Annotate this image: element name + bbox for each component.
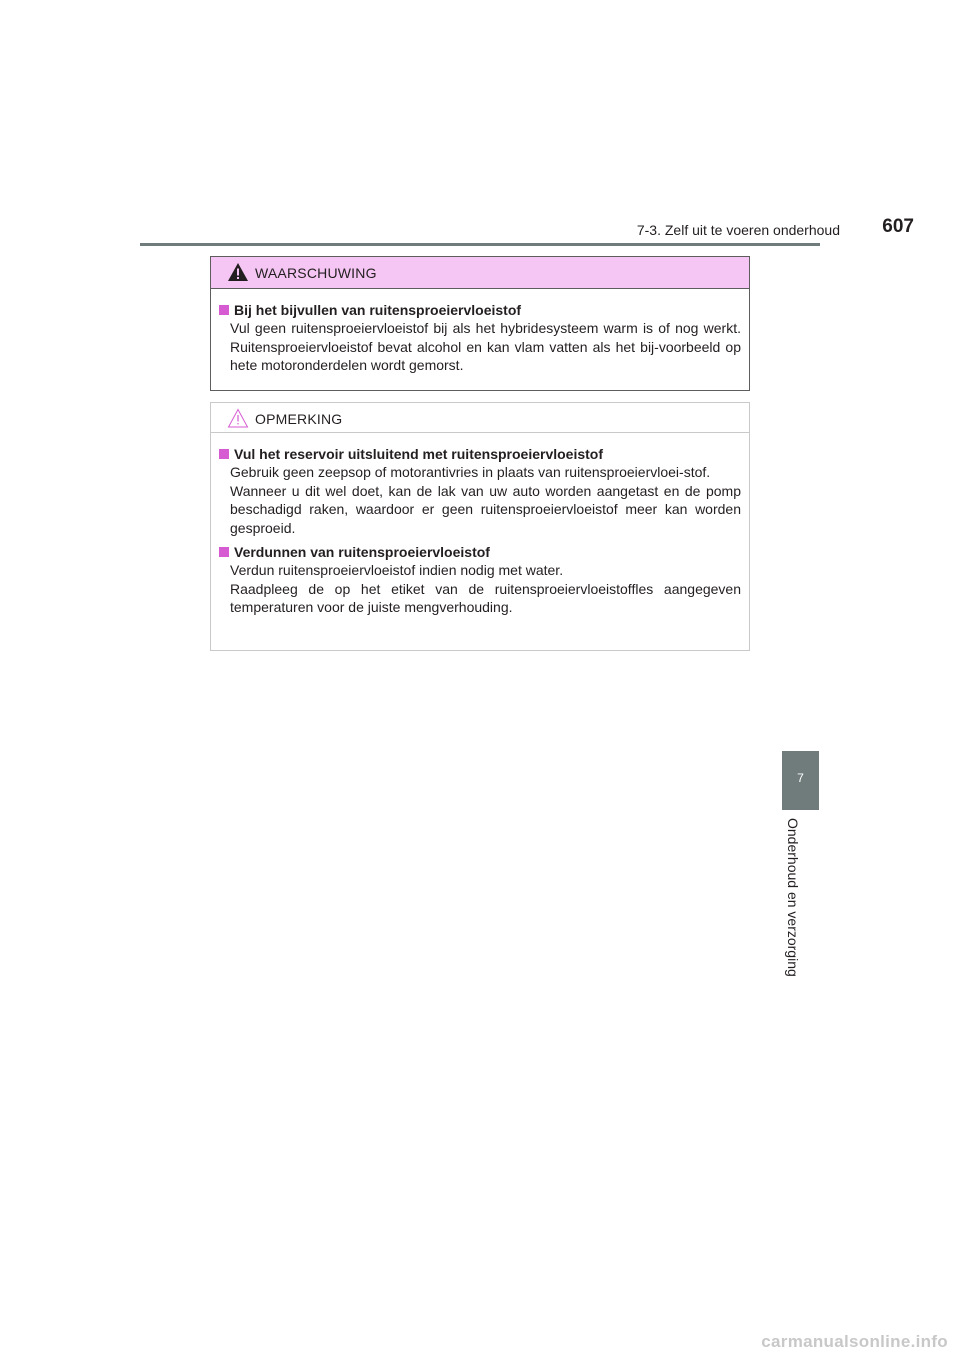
warning-triangle-icon [227, 262, 249, 282]
warning-header [211, 257, 749, 289]
notice-paragraph: Gebruik geen zeepsop of motorantivries in plaats van ruitensproeiervloei-stof. [230, 464, 711, 480]
chapter-tab [782, 751, 819, 810]
notice-box [210, 402, 750, 651]
watermark: carmanualsonline.info [761, 1332, 948, 1351]
caution-triangle-icon [227, 408, 249, 428]
notice-label: OPMERKING [255, 411, 343, 427]
page-header [140, 0, 820, 246]
notice-item-text [230, 561, 741, 617]
notice-item-title [219, 543, 741, 561]
warning-item-title-text: Bij het bijvullen van ruitensproeiervloeistof [234, 302, 522, 318]
notice-item-text [230, 463, 741, 537]
warning-body [211, 289, 749, 375]
chapter-title-text: Onderhoud en verzorging [785, 818, 801, 977]
notice-item [219, 543, 741, 617]
notice-item-title [219, 445, 741, 463]
notice-body [211, 433, 749, 617]
warning-label: WAARSCHUWING [255, 265, 377, 281]
warning-item-text [230, 319, 741, 375]
notice-item [219, 445, 741, 537]
warning-box [210, 256, 750, 391]
square-bullet-icon [219, 449, 229, 459]
chapter-number: 7 [797, 771, 804, 785]
header-rule [140, 243, 820, 246]
notice-paragraph: Raadpleeg de op het etiket van de ruitensproeiervloeistoffles aangegeven temperaturen voor de juiste mengverhouding. [230, 580, 741, 615]
warning-item-title [219, 301, 741, 319]
section-title: 7-3. Zelf uit te voeren onderhoud [636, 222, 840, 238]
warning-paragraph: Vul geen ruitensproeiervloeistof bij als het hybridesysteem warm is of nog werkt. Ruitensproeiervloeistof bevat alcohol en kan vlam vatten als het bij-voorbeeld op hete motoronderdelen wordt gemorst. [230, 320, 741, 373]
square-bullet-icon [219, 547, 229, 557]
page-number: 607 [882, 216, 914, 237]
notice-item-title-text: Vul het reservoir uitsluitend met ruitensproeiervloeistof [234, 446, 604, 462]
notice-item-title-text: Verdunnen van ruitensproeiervloeistof [234, 544, 490, 560]
notice-header [211, 403, 749, 433]
square-bullet-icon [219, 305, 229, 315]
warning-item [219, 301, 741, 375]
notice-paragraph: Verdun ruitensproeiervloeistof indien nodig met water. [230, 562, 564, 578]
notice-paragraph: Wanneer u dit wel doet, kan de lak van uw auto worden aangetast en de pomp beschadigd raken, waardoor er geen ruitensproeiervloeistof meer kan worden gesproeid. [230, 482, 741, 536]
